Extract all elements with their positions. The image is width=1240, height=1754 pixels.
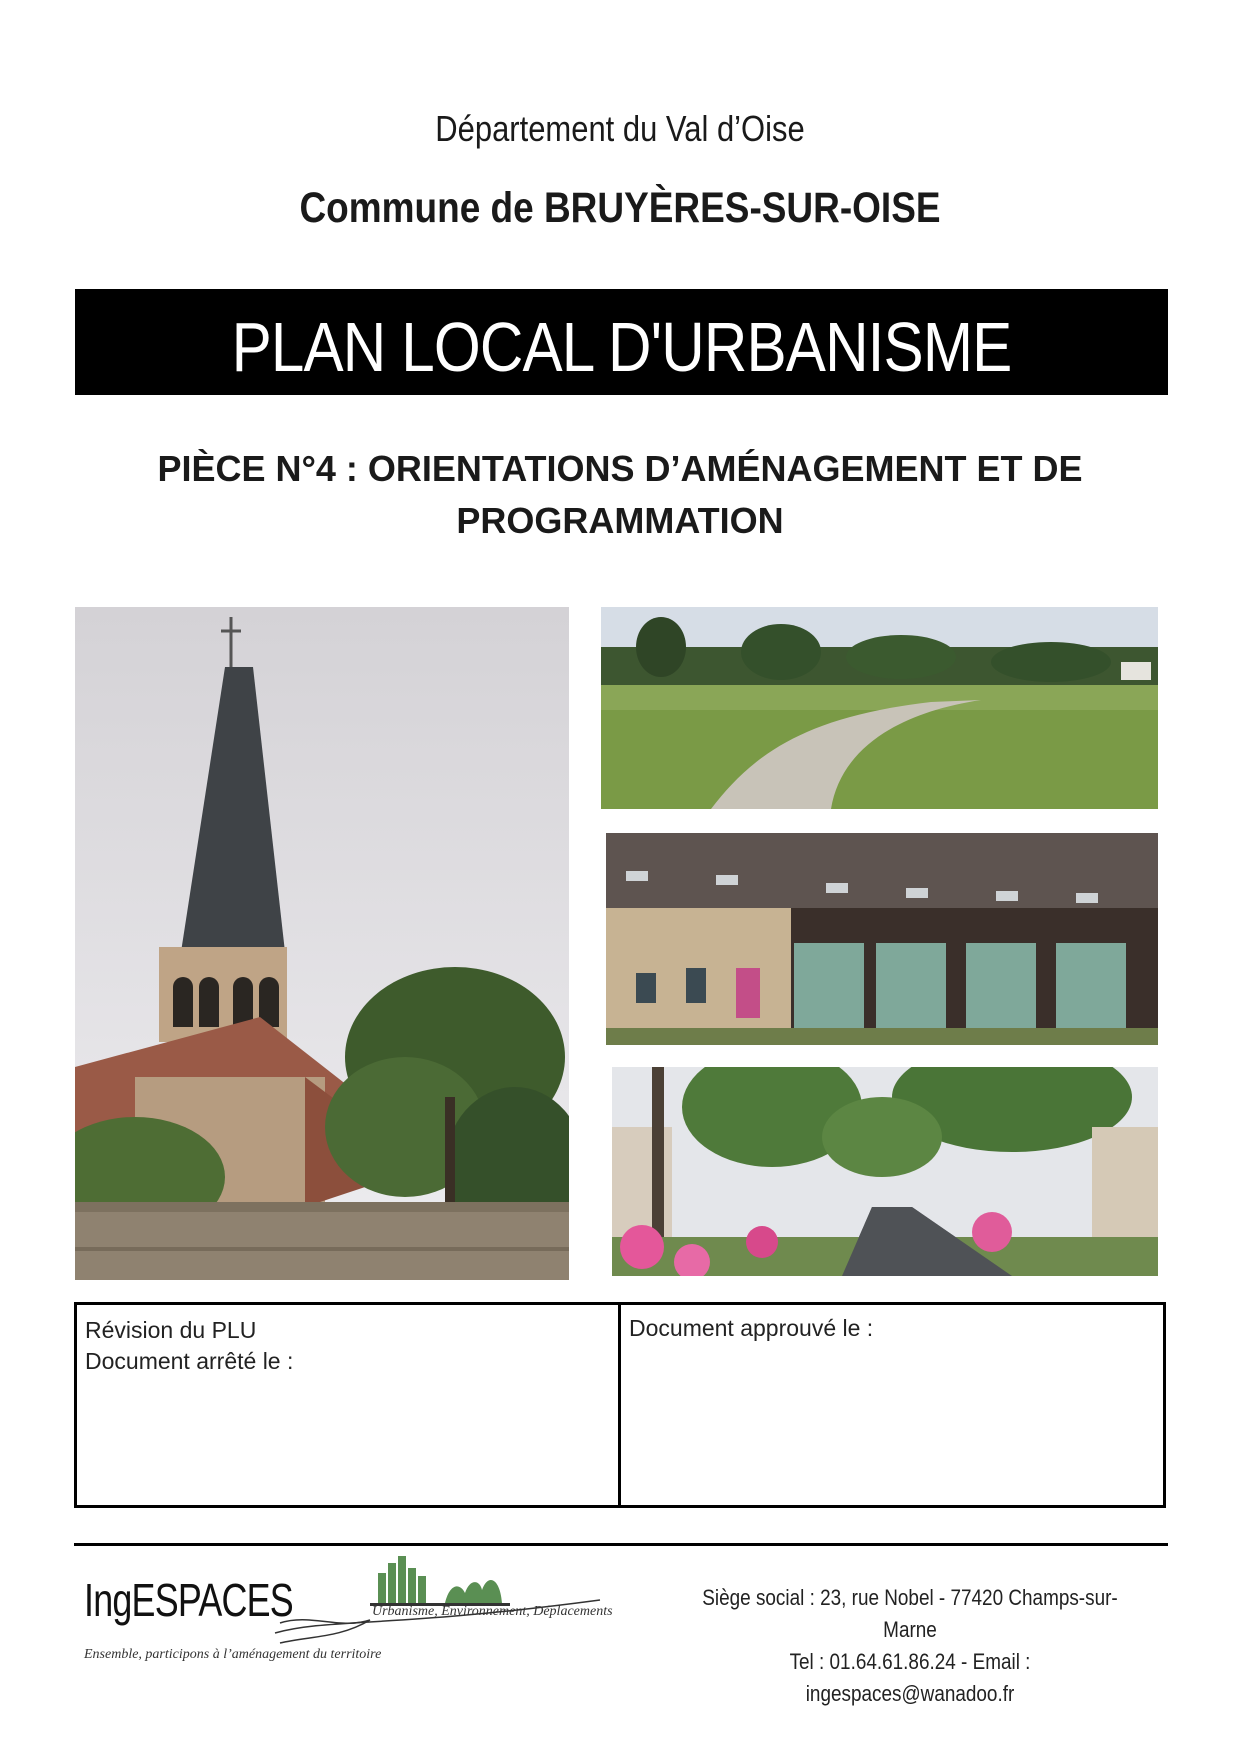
- department-title: Département du Val d’Oise: [435, 108, 805, 149]
- plan-title: PLAN LOCAL D'URBANISME: [231, 308, 1012, 386]
- dates-table: [74, 1302, 1166, 1508]
- footer-divider: [74, 1543, 1168, 1546]
- ingespaces-tagline: Ensemble, participons à l’aménagement du territoire: [84, 1647, 382, 1662]
- piece-title: [60, 443, 1180, 547]
- contact-info: [686, 1582, 1133, 1710]
- phone-email-line: Tel : 01.64.61.86.24 - Email : ingespaces@wanadoo.fr: [789, 1649, 1031, 1706]
- ingespaces-logo-name: IngESPACES: [84, 1574, 293, 1626]
- arrete-label: Document arrêté le :: [85, 1348, 294, 1374]
- commune-title: Commune de BRUYÈRES-SUR-OISE: [299, 184, 941, 232]
- piece-title-line2: PROGRAMMATION: [456, 500, 784, 541]
- right-date-box: [621, 1305, 1163, 1505]
- plan-banner: [75, 289, 1168, 395]
- revision-label: Révision du PLU: [85, 1317, 257, 1343]
- left-date-box: [77, 1305, 621, 1505]
- street-photo: [612, 1067, 1158, 1276]
- park-path-photo: [601, 607, 1158, 809]
- church-photo: [75, 607, 569, 1280]
- approuve-label: Document approuvé le :: [629, 1315, 874, 1341]
- farmhouse-photo: [606, 833, 1158, 1045]
- ingespaces-logo-subtitle: Urbanisme, Environnement, Déplacements: [372, 1604, 613, 1619]
- piece-title-line1: PIÈCE N°4 : ORIENTATIONS D’AMÉNAGEMENT ET DE: [157, 448, 1083, 489]
- address-line: Siège social : 23, rue Nobel - 77420 Champs-sur-Marne: [702, 1585, 1118, 1642]
